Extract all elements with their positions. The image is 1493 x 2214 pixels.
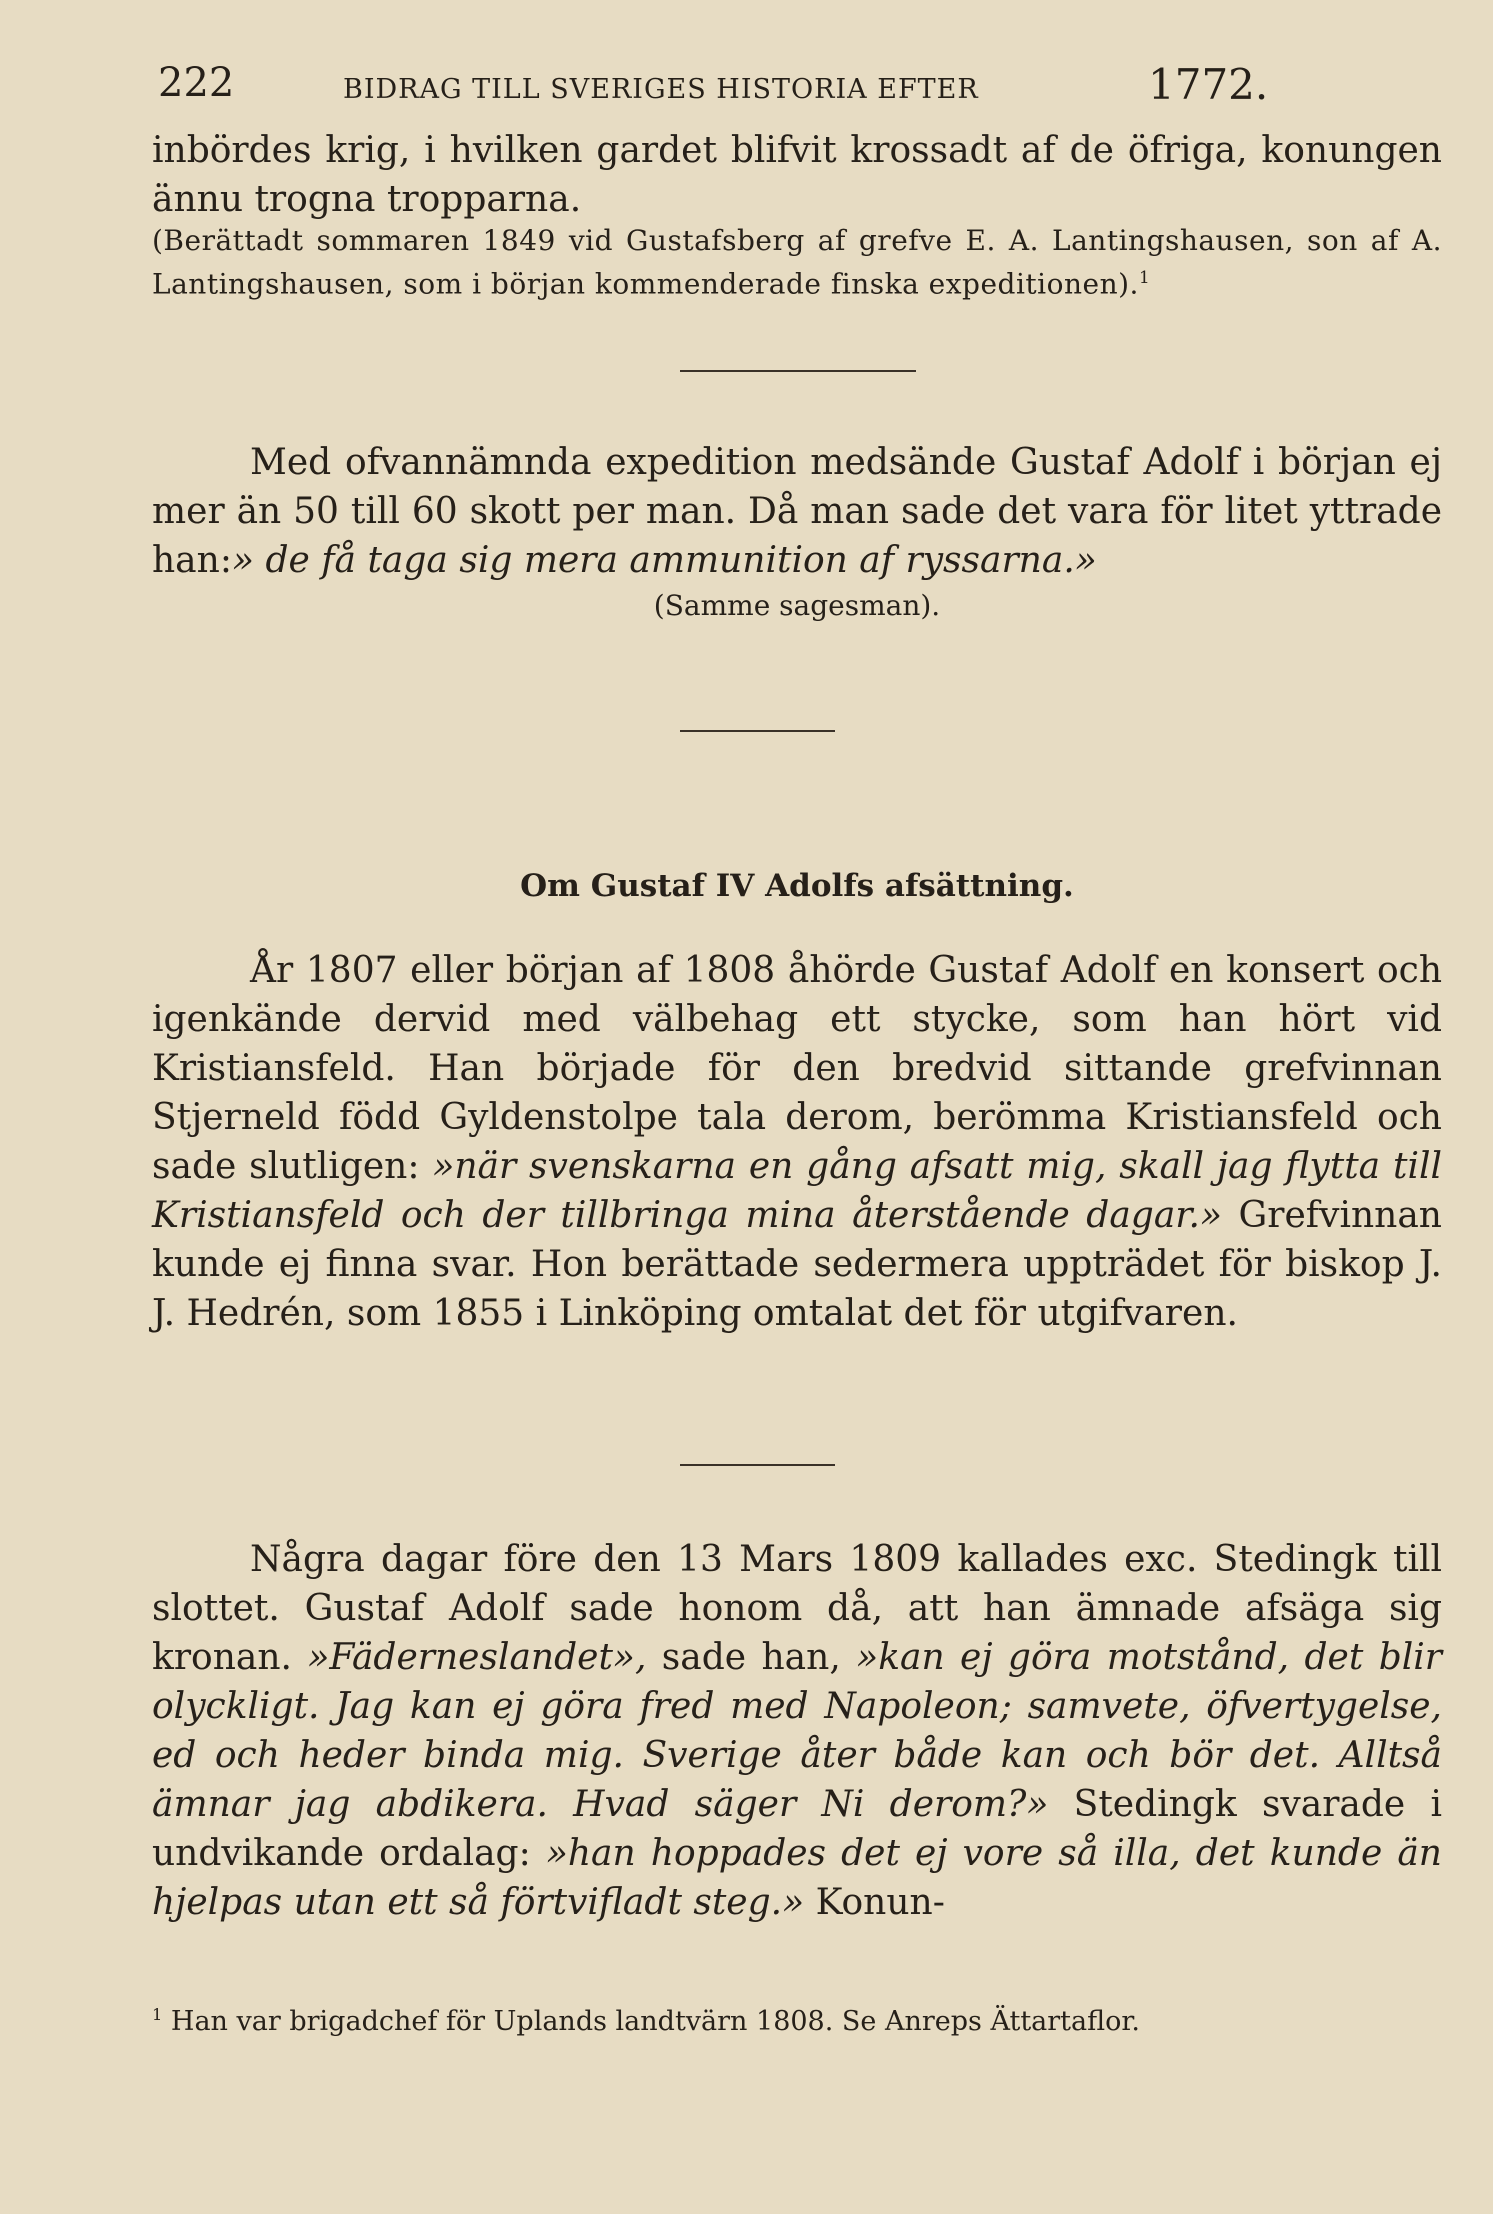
anecdote-2-quote: » de få taga sig mera ammunition af ryssarna.» (231, 540, 1097, 581)
attribution-1-text: (Berättadt sommaren 1849 vid Gustafsberg af grefve E. A. Lantingshausen, son af A. Lantingshausen, som i början kommenderade finska expeditionen). (152, 224, 1442, 301)
anecdote-4-text-4: Konun- (815, 1882, 945, 1923)
footnote-ref-1: 1 (1138, 267, 1151, 287)
anecdote-4-text-2: sade han, (661, 1637, 841, 1678)
anecdote-3-text-after: Grefvinnan kunde ej finna svar. Hon berättade sedermera uppträdet för biskop J. J. Hedrén, som 1855 i Linköping omtalat det för utgifvaren. (152, 1195, 1442, 1334)
anecdote-2-text: Med ofvannämnda expedition medsände Gustaf Adolf i början ej mer än 50 till 60 skott per man. Då man sade det vara för litet yttrade han: (152, 442, 1442, 581)
page-number: 222 (158, 60, 235, 106)
separator-rule (680, 370, 916, 372)
anecdote-4-text-3: Stedingk svarade i undvikande ordalag: (152, 1784, 1443, 1874)
running-title: BIDRAG TILL SVERIGES HISTORIA EFTER (343, 74, 979, 105)
footnote-marker: 1 (152, 2005, 163, 2024)
footnote-text: Han var brigadchef för Uplands landtvärn 1808. Se Anreps Ättartaflor. (170, 2006, 1140, 2037)
anecdote-4 (152, 1535, 1442, 1927)
section-heading: Om Gustaf IV Adolfs afsättning. (520, 868, 1074, 904)
separator-rule (680, 730, 835, 732)
continuation-paragraph (152, 126, 1442, 224)
anecdote-4-quote-2: »kan ej göra motstånd, det blir olyckligt. Jag kan ej göra fred med Napoleon; samvete, öfvertygelse, ed och heder binda mig. Sverige åter både kan och bör det. Alltså ämnar jag abdikera. Hvad säger Ni derom?» (152, 1637, 1442, 1825)
page-header (158, 60, 1269, 110)
running-title-year: 1772. (1148, 60, 1269, 109)
anecdote-4-quote-3: »han hoppades det ej vore så illa, det kunde än hjelpas utan ett så förtvifladt steg.» (152, 1833, 1442, 1923)
continuation-text: inbördes krig, i hvilken gardet blifvit krossadt af de öfriga, konungen ännu trogna tropparna. (152, 130, 1442, 220)
anecdote-3-quote: »när svenskarna en gång afsatt mig, skall jag flytta till Kristiansfeld och der tillbringa mina återstående dagar.» (152, 1146, 1442, 1236)
anecdote-4-quote-1: »Fäderneslandet», (307, 1637, 647, 1678)
anecdote-2-attribution: (Samme sagesman). (653, 589, 941, 622)
anecdote-4-text-1: Några dagar före den 13 Mars 1809 kallades exc. Stedingk till slottet. Gustaf Adolf sade honom då, att han ämnade afsäga sig kronan. (152, 1539, 1442, 1678)
separator-rule (680, 1464, 835, 1466)
attribution-1 (152, 222, 1442, 302)
anecdote-2 (152, 438, 1442, 624)
anecdote-3 (152, 946, 1442, 1338)
footnote (152, 1996, 1442, 2041)
anecdote-3-text: År 1807 eller början af 1808 åhörde Gustaf Adolf en konsert och igenkände dervid med välbehag ett stycke, som han hört vid Kristiansfeld. Han började för den bredvid sittande grefvinnan Stjerneld född Gyldenstolpe tala derom, berömma Kristiansfeld och sade slutligen: (152, 950, 1442, 1187)
